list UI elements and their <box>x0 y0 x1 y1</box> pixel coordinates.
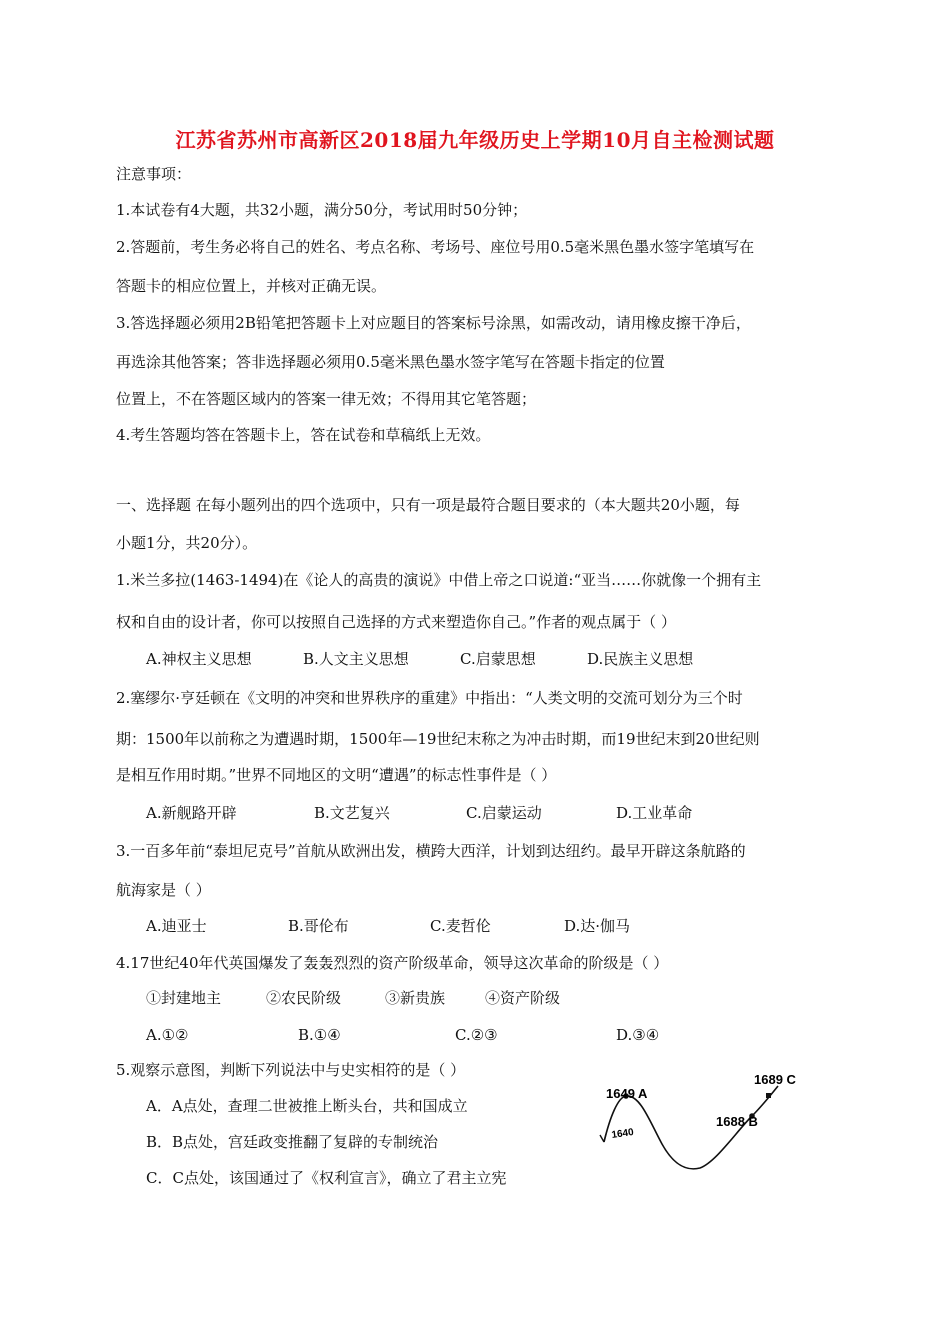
note-3a: 3.答选择题必须用2B铅笔把答题卡上对应题目的答案标号涂黑，如需改动，请用橡皮擦干净后， <box>116 314 751 332</box>
question-3-line-2: 航海家是（ ） <box>116 881 211 899</box>
note-2b: 答题卡的相应位置上，并核对正确无误。 <box>116 277 387 295</box>
q4-item-1: ①封建地主 <box>146 989 222 1007</box>
label-1688-b: 1688 B <box>716 1114 758 1129</box>
q2-option-b: B.文艺复兴 <box>314 804 390 822</box>
note-1: 1.本试卷有4大题，共32小题，满分50分，考试用时50分钟； <box>116 201 528 219</box>
q1-option-d: D.民族主义思想 <box>587 650 694 668</box>
note-3c: 位置上，不在答题区域内的答案一律无效；不得用其它笔答题； <box>116 390 537 408</box>
q1-option-a: A.神权主义思想 <box>146 650 252 668</box>
question-1-line-2: 权和自由的设计者，你可以按照自己选择的方式来塑造你自己。”作者的观点属于（ ） <box>116 613 676 631</box>
section-1-heading-cont: 小题1分，共20分）。 <box>116 534 258 552</box>
revolution-timeline-diagram <box>596 1062 796 1178</box>
section-1-heading: 一、选择题 在每小题列出的四个选项中，只有一项是最符合题目要求的（本大题共20小题，每 <box>116 496 740 514</box>
note-3b: 再选涂其他答案；答非选择题必须用0.5毫米黑色墨水签字笔写在答题卡指定的位置 <box>116 353 665 371</box>
q5-option-a: A．A点处，查理二世被推上断头台，共和国成立 <box>146 1097 468 1115</box>
question-5-line-1: 5.观察示意图，判断下列说法中与史实相符的是（ ） <box>116 1061 466 1079</box>
q4-item-4: ④资产阶级 <box>485 989 561 1007</box>
label-1689-c: 1689 C <box>754 1072 796 1087</box>
q4-option-a: A.①② <box>146 1026 189 1044</box>
q3-option-c: C.麦哲伦 <box>430 917 491 935</box>
question-4-options <box>146 1025 659 1045</box>
question-1-line-1: 1.米兰多拉(1463-1494)在《论人的高贵的演说》中借上帝之口说道:“亚当……你就像一个拥有主 <box>116 571 762 589</box>
q4-option-c: C.②③ <box>455 1026 498 1044</box>
q5-option-c: C．C点处，该国通过了《权利宣言》，确立了君主立宪 <box>146 1169 507 1187</box>
q4-option-b: B.①④ <box>298 1026 341 1044</box>
question-3-options <box>146 916 630 936</box>
q2-option-c: C.启蒙运动 <box>466 804 542 822</box>
page-title: 江苏省苏州市高新区2018届九年级历史上学期10月自主检测试题 <box>175 128 775 152</box>
q1-option-c: C.启蒙思想 <box>460 650 536 668</box>
q3-option-b: B.哥伦布 <box>288 917 349 935</box>
q3-option-d: D.达·伽马 <box>564 917 631 935</box>
q2-option-a: A.新舰路开辟 <box>146 804 237 822</box>
question-2-line-3: 是相互作用时期。”世界不同地区的文明“遭遇”的标志性事件是（ ） <box>116 766 557 784</box>
note-2a: 2.答题前，考生务必将自己的姓名、考点名称、考场号、座位号用0.5毫米黑色墨水签字笔填写在 <box>116 238 755 256</box>
point-c-marker <box>766 1093 771 1098</box>
label-1640: 1640 <box>610 1126 635 1141</box>
question-1-options <box>146 649 693 669</box>
question-4-items <box>146 988 560 1008</box>
notes-heading: 注意事项： <box>116 165 192 183</box>
q2-option-d: D.工业革命 <box>616 804 693 822</box>
q1-option-b: B.人文主义思想 <box>303 650 409 668</box>
question-2-options <box>146 803 692 823</box>
note-4: 4.考生答题均答在答题卡上，答在试卷和草稿纸上无效。 <box>116 426 491 444</box>
question-4-line-1: 4.17世纪40年代英国爆发了轰轰烈烈的资产阶级革命，领导这次革命的阶级是（ ） <box>116 954 669 972</box>
label-1649-a: 1649 A <box>606 1086 648 1101</box>
q4-item-3: ③新贵族 <box>385 989 446 1007</box>
question-2-line-1: 2.塞缪尔·亨廷顿在《文明的冲突和世界秩序的重建》中指出：“人类文明的交流可划分为三个时 <box>116 689 743 707</box>
q4-option-d: D.③④ <box>616 1026 660 1044</box>
question-3-line-1: 3.一百多年前“泰坦尼克号”首航从欧洲出发，横跨大西洋，计划到达纽约。最早开辟这条航路的 <box>116 842 746 860</box>
q3-option-a: A.迪亚士 <box>146 917 207 935</box>
question-2-line-2: 期：1500年以前称之为遭遇时期，1500年—19世纪末称之为冲击时期，而19世纪末到20世纪则 <box>116 730 760 748</box>
q4-item-2: ②农民阶级 <box>266 989 342 1007</box>
q5-option-b: B．B点处，宫廷政变推翻了复辟的专制统治 <box>146 1133 439 1151</box>
